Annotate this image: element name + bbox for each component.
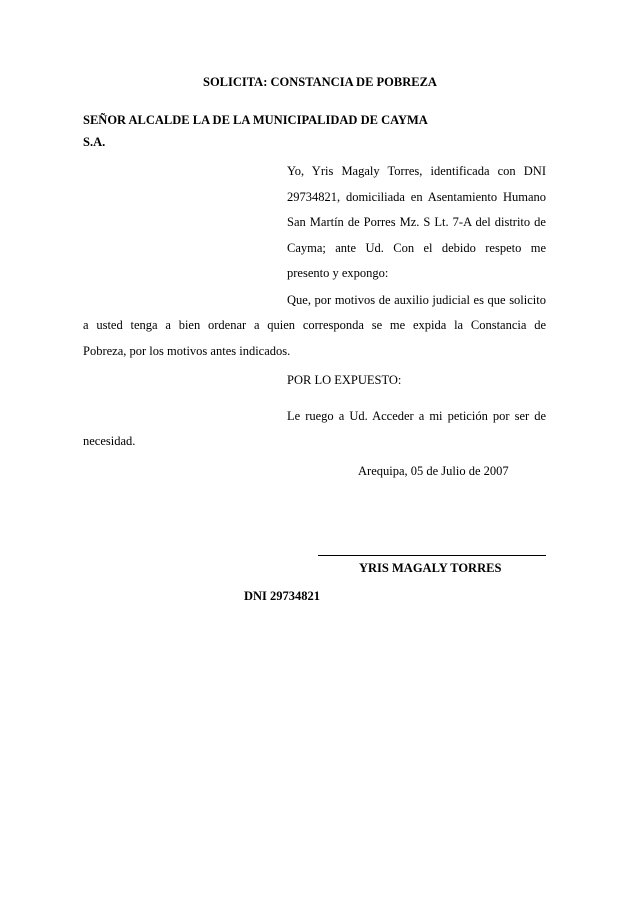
addressee-line-2: S.A. — [83, 135, 106, 149]
plea-paragraph-rest — [83, 429, 546, 455]
intro-paragraph — [287, 159, 546, 287]
intro-line: Cayma; ante Ud. Con el debido respeto me — [287, 240, 546, 255]
signer-name: YRIS MAGALY TORRES — [359, 561, 502, 575]
intro-line: 29734821, domiciliada en Asentamiento Humano — [287, 189, 546, 204]
place-date: Arequipa, 05 de Julio de 2007 — [358, 464, 509, 478]
signer-dni: DNI 29734821 — [244, 589, 321, 603]
request-line: Pobreza, por los motivos antes indicados. — [83, 343, 291, 358]
plea-paragraph-first — [287, 404, 546, 430]
subject-heading: SOLICITA: CONSTANCIA DE POBREZA — [203, 75, 437, 89]
plea-line: Le ruego a Ud. Acceder a mi petición por ser de — [287, 409, 546, 423]
intro-line: presento y expongo: — [287, 266, 389, 280]
addressee-line-1: SEÑOR ALCALDE LA DE LA MUNICIPALIDAD DE CAYMA — [83, 113, 428, 127]
por-lo-expuesto: POR LO EXPUESTO: — [287, 373, 402, 387]
request-paragraph-rest — [83, 313, 546, 364]
plea-line: necesidad. — [83, 434, 136, 448]
intro-line: Yo, Yris Magaly Torres, identificada con DNI — [287, 164, 546, 178]
signature-line — [318, 555, 546, 556]
request-paragraph-first — [287, 288, 546, 314]
request-line: Que, por motivos de auxilio judicial es que solicito — [287, 293, 546, 307]
intro-line: San Martín de Porres Mz. S Lt. 7-A del distrito de — [287, 215, 546, 229]
request-line: a usted tenga a bien ordenar a quien corresponda se me expida la Constancia de — [83, 318, 546, 332]
